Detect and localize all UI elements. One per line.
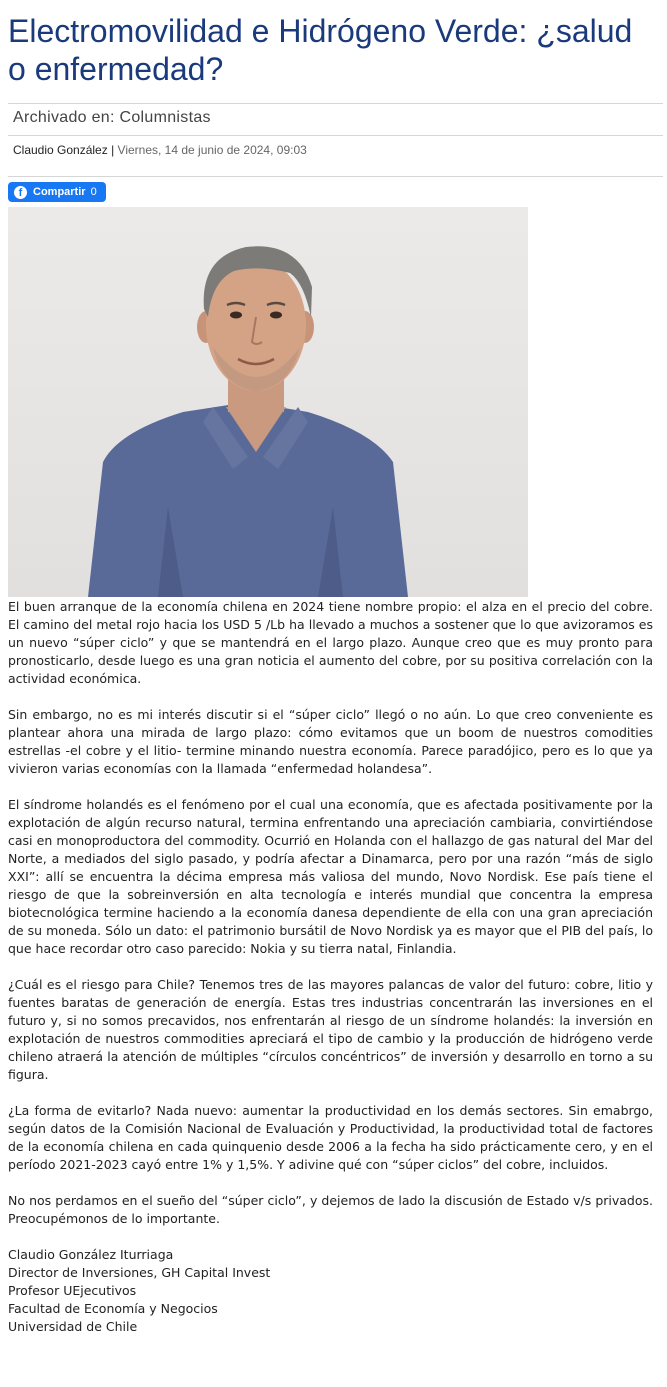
archived-label[interactable]: Archivado en: Columnistas — [13, 109, 211, 126]
signature-line: Director de Inversiones, GH Capital Invest — [8, 1265, 271, 1280]
byline: Claudio González | Viernes, 14 de junio de 2024, 09:03 — [13, 143, 307, 157]
facebook-icon: f — [14, 186, 27, 199]
signature-line: Facultad de Economía y Negocios — [8, 1301, 218, 1316]
publish-date: Viernes, 14 de junio de 2024, 09:03 — [117, 143, 307, 157]
archived-in — [13, 109, 211, 127]
divider — [8, 135, 663, 136]
portrait-illustration — [8, 207, 528, 597]
article-paragraph: Sin embargo, no es mi interés discutir si el “súper ciclo” llegó o no aún. Lo que creo conveniente es plantear ahora una mirada de largo plazo: cómo evitamos que un boom de nuestros comodities estrellas -el cobre y el litio- termine minando nuestra economía. Parece paradójico, pero es lo que ya vivieron varias economías con la llamada “enfermedad holandesa”. — [8, 707, 653, 776]
article-paragraph: El síndrome holandés es el fenómeno por el cual una economía, que es afectada positivamente por la explotación de algún recurso natural, termina enfrentando una apreciación cambiaria, convirtiéndose casi en monoproductora del commodity. Ocurrió en Holanda con el hallazgo de gas natural del Mar del Norte, a mediados del siglo pasado, y podría afectar a Dinamarca, pero por una razón “más de siglo XXI”: allí se encuentra la décima empresa más valiosa del mundo, Novo Nordisk. Ese país tiene el riesgo de que la sobreinversión en alta tecnología e interés mundial que concentra la empresa biotecnológica termine haciendo a la economía danesa dependiente de ella con una gran apreciación de su moneda. Sólo un dato: el patrimonio bursátil de Novo Nordisk ya es mayor que el PIB del país, lo que hace recordar otro caso parecido: Nokia y su tierra natal, Finlandia. — [8, 797, 653, 956]
article-paragraph: El buen arranque de la economía chilena en 2024 tiene nombre propio: el alza en el precio del cobre. El camino del metal rojo hacia los USD 5 /Lb ha llevado a muchos a sostener que lo que avizoramos es un nuevo “súper ciclo” y que se mantendrá en el largo plazo. Aunque creo que es muy pronto para pronosticarlo, desde luego es una gran noticia el aumento del cobre, por su positiva correlación con la actividad económica. — [8, 599, 653, 686]
author-name: Claudio González — [13, 143, 108, 157]
divider — [8, 103, 663, 104]
facebook-share-button[interactable] — [8, 182, 106, 202]
signature-line: Profesor UEjecutivos — [8, 1283, 137, 1298]
divider — [8, 176, 663, 177]
article-title: Electromovilidad e Hidrógeno Verde: ¿salud o enfermedad? — [8, 13, 633, 87]
article-paragraph: ¿La forma de evitarlo? Nada nuevo: aumentar la productividad en los demás sectores. Sin emabrgo, según datos de la Comisión Nacional de Evaluación y Productividad, la productividad total de factores de la economía chilena en cada quinquenio desde 2006 a la fecha ha sido prácticamente cero, y en el período 2021-2023 cayó entre 1% y 1,5%. Y adivine qué con “súper ciclos” del cobre, incluidos. — [8, 1103, 653, 1172]
signature-line: Universidad de Chile — [8, 1319, 138, 1334]
author-photo — [8, 207, 528, 597]
share-label: Compartir — [33, 186, 86, 198]
article-paragraph: No nos perdamos en el sueño del “súper ciclo”, y dejemos de lado la discusión de Estado v/s privados. Preocupémonos de lo importante. — [8, 1193, 653, 1226]
author-signature — [8, 1246, 653, 1336]
share-count: 0 — [90, 186, 97, 198]
article-body — [8, 598, 653, 1336]
signature-line: Claudio González Iturriaga — [8, 1247, 174, 1262]
article-paragraph: ¿Cuál es el riesgo para Chile? Tenemos tres de las mayores palancas de valor del futuro: cobre, litio y fuentes baratas de generación de energía. Estas tres industrias concentrarán las inversiones en el futuro y, si no somos precavidos, nos enfrentarán al riesgo de un síndrome holandés: la inversión en explotación de nuestros commodities apreciará el tipo de cambio y la producción de hidrógeno verde chileno atraerá la atención de múltiples “círculos concéntricos” de inversión y desarrollo en torno a su figura. — [8, 977, 653, 1082]
